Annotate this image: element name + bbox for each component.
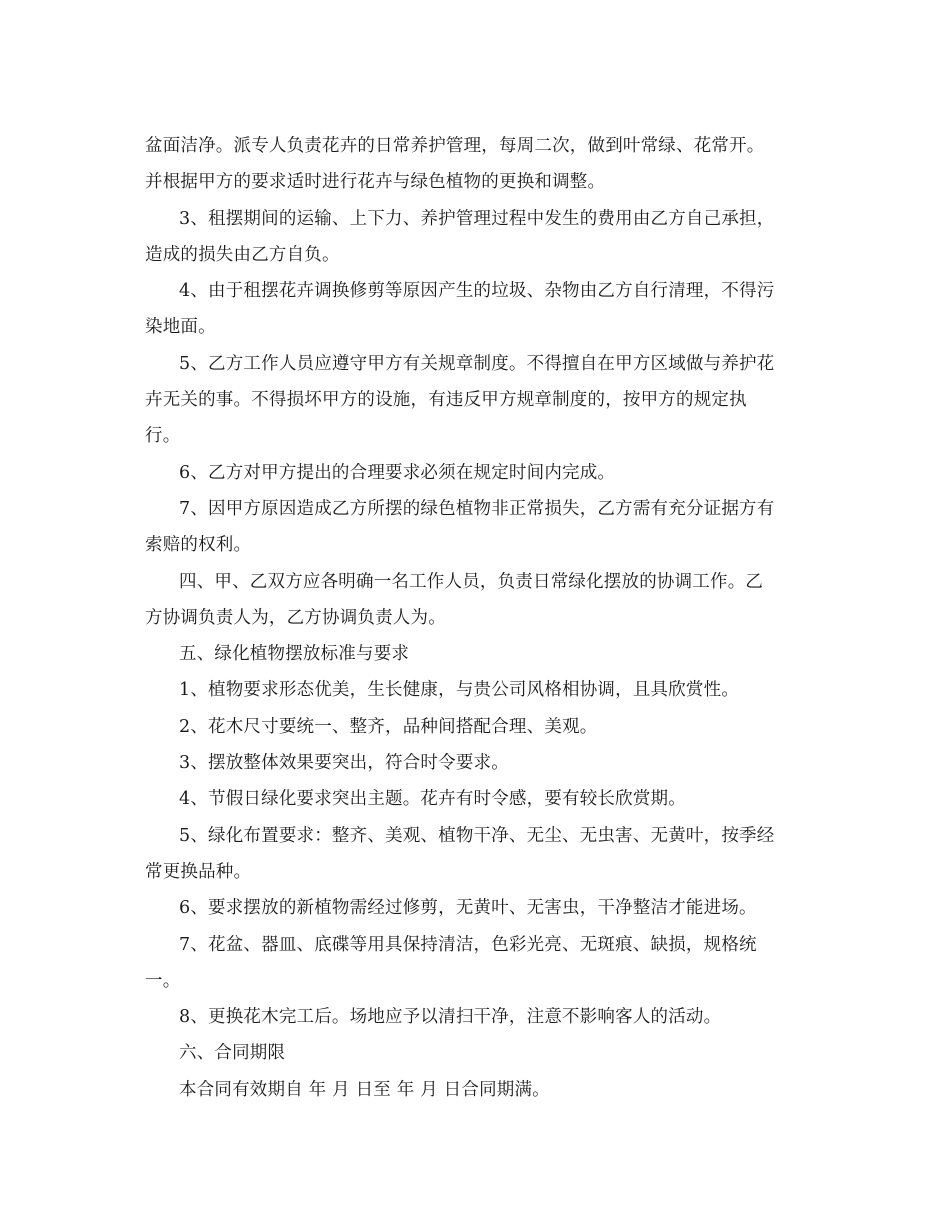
- text-line: 5、乙方工作人员应遵守甲方有关规章制度。不得擅自在甲方区域做与养护花: [179, 353, 775, 374]
- text-line: 3、摆放整体效果要突出，符合时令要求。: [179, 753, 509, 774]
- text-line: 常更换品种。: [145, 861, 252, 882]
- text-line: 一。: [145, 970, 181, 991]
- text-line: 2、花木尺寸要统一、整齐，品种间搭配合理、美观。: [179, 716, 598, 737]
- document-body: [145, 128, 807, 1108]
- text-line: 索赔的权利。: [145, 535, 252, 556]
- text-line: 4、节假日绿化要求突出主题。花卉有时令感，要有较长欣赏期。: [179, 789, 686, 810]
- text-line: 8、更换花木完工后。场地应予以清扫干净，注意不影响客人的活动。: [179, 1007, 722, 1028]
- text-line: 五、绿化植物摆放标准与要求: [179, 644, 410, 665]
- text-line: 行。: [145, 426, 181, 447]
- text-line: 4、由于租摆花卉调换修剪等原因产生的垃圾、杂物由乙方自行清理，不得污: [179, 281, 775, 302]
- text-line: 造成的损失由乙方自负。: [145, 244, 340, 265]
- text-line: 方协调负责人为，乙方协调负责人为。: [145, 607, 446, 628]
- text-line: 5、绿化布置要求：整齐、美观、植物干净、无尘、无虫害、无黄叶，按季经: [179, 825, 775, 846]
- text-line: 卉无关的事。不得损坏甲方的设施，有违反甲方规章制度的，按甲方的规定执: [145, 390, 747, 411]
- text-line: 7、花盆、器皿、底碟等用具保持清洁，色彩光亮、无斑痕、缺损，规格统: [179, 934, 757, 955]
- text-line: 本合同有效期自 年 月 日至 年 月 日合同期满。: [179, 1079, 550, 1100]
- text-line: 四、甲、乙双方应各明确一名工作人员，负责日常绿化摆放的协调工作。乙: [179, 571, 764, 592]
- text-line: 6、乙方对甲方提出的合理要求必须在规定时间内完成。: [179, 462, 616, 483]
- text-line: 7、因甲方原因造成乙方所摆的绿色植物非正常损失，乙方需有充分证据方有: [179, 498, 775, 519]
- text-line: 1、植物要求形态优美，生长健康，与贵公司风格相协调，且具欣赏性。: [179, 680, 740, 701]
- text-line: 染地面。: [145, 317, 216, 338]
- text-line: 3、租摆期间的运输、上下力、养护管理过程中发生的费用由乙方自己承担，: [179, 208, 775, 229]
- text-line: 并根据甲方的要求适时进行花卉与绿色植物的更换和调整。: [145, 172, 606, 193]
- text-line: 盆面洁净。派专人负责花卉的日常养护管理，每周二次，做到叶常绿、花常开。: [145, 136, 765, 156]
- text-line: 六、合同期限: [179, 1043, 286, 1064]
- text-line: 6、要求摆放的新植物需经过修剪，无黄叶、无害虫，干净整洁才能进场。: [179, 898, 757, 919]
